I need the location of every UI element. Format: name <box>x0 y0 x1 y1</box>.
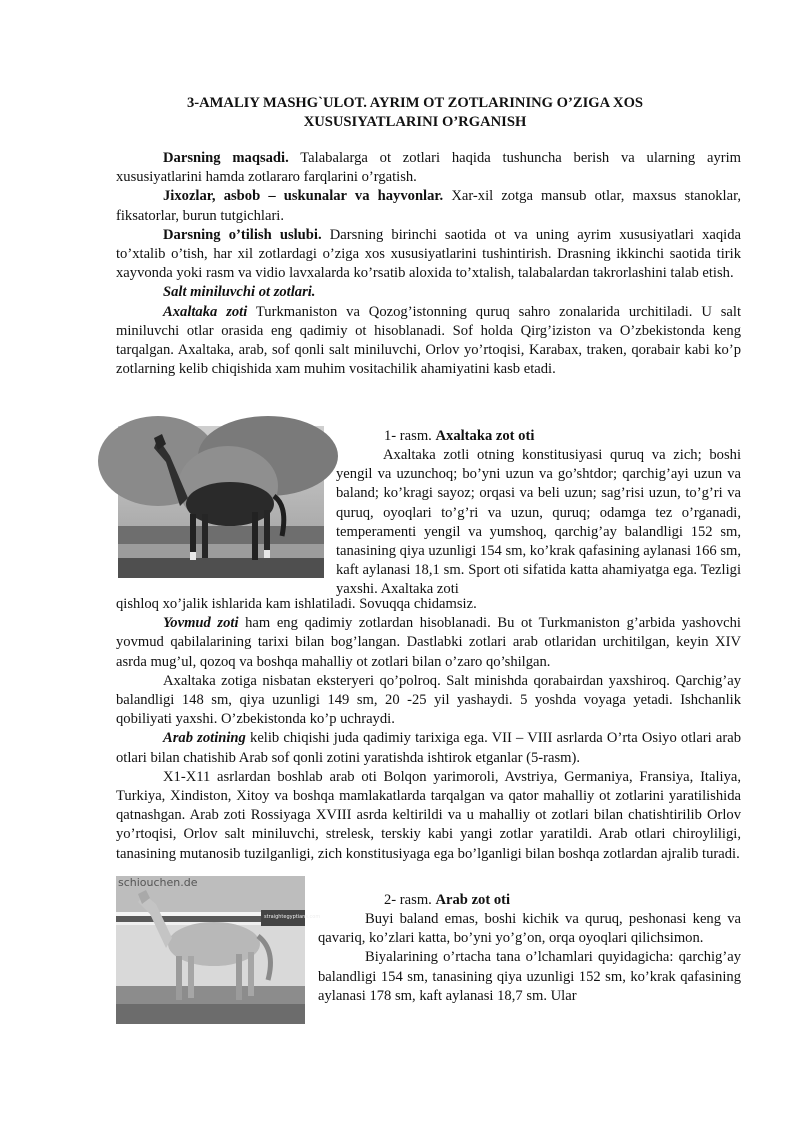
arab-horse-photo <box>116 876 321 1024</box>
axaltaka-horse-photo <box>118 426 324 578</box>
paragraph-axaltaka <box>116 303 741 380</box>
figure2-paragraph-2: Biyalarining o’rtacha tana o’lchamlari quyidagicha: qarchig’ay balandligi 154 sm, tanasining qiya uzunligi 152 sm, ko’krak qafasining aylanasi 178 sm, kaft aylanasi 18,7 sm. Ular <box>318 949 741 1004</box>
label-yovmud: Yovmud zoti <box>163 615 239 632</box>
label-axaltaka: Axaltaka zoti <box>163 303 248 320</box>
photo-watermark: schiouchen.de <box>118 876 198 889</box>
intro-section <box>116 149 741 379</box>
figure2-number: 2- rasm. <box>384 892 432 908</box>
figure1-description: Axaltaka zotli otning konstitusiyasi quruq va zich; boshi yengil va uzunchoq; bo’yni uzun va go’shtdor; qarchig’ayi uzun va baland; ko’kragi sayoz; orqasi va beli uzun; sag’risi uzun, to’g’ri va quruq, oyoqlari to’g’ri va uzun, quruq; odamga tez o’rganadi, temperamenti yengil va yumshoq, qarchig’ay balandligi 152 sm, tanasining qiya uzunligi 154 sm, ko’krak qafasining aylanasi 166 sm, kaft aylanasi 18,1 sm. Sport oti sifatida katta ahamiyatga ega. Tezligi yaxshi. Axaltaka zoti <box>336 447 741 598</box>
text-arab: kelib chiqishi juda qadimiy tarixiga ega. VII – VIII asrlarda O’rta Osiyo otlari arab otlari bilan chatishib Arab sof qonli zotini yaratishda ishtirok etganlar (5-rasm). <box>116 730 742 766</box>
paragraph-arab-history: X1-X11 asrlardan boshlab arab oti Bolqon yarimoroli, Avstriya, Germaniya, Fransiya, Italiya, Turkiya, Xindiston, Xitoy va boshqa mamlakatlarda tarqalgan va qator mahalliy ot zotlarini yaratilishida qatnashgan. Arab zoti Rossiyaga XVIII asrda keltirildi va u mahalliy ot zotlari bilan chatishtirilib Orlov yo’rtoqisi, Orlov salt miniluvchi, strelesk, terskiy kabi yangi zotlar yaratildi. Arab otlari chiroyliligi, tanasining mutanosib tuzilganligi, zich konstitusiyaga ega bo’lganligi bilan boshqa zotlardan ajralib turadi. <box>116 768 741 862</box>
figure2-paragraph-1: Buyi baland emas, boshi kichik va quruq, peshonasi keng va qavariq, ko’zlari katta, bo’yni yo’g’on, orqa oyoqlari qilichsimon. <box>318 911 741 947</box>
photo-watermark-2: straightegyptians.com <box>264 914 321 920</box>
horse-photo-1-illustration <box>118 426 324 578</box>
paragraph-uslub <box>116 226 741 284</box>
paragraph-jihozlar <box>116 187 741 225</box>
label-arab: Arab zotining <box>163 730 246 747</box>
figure1-wrapped-text <box>336 446 741 600</box>
horse-photo-2-illustration <box>116 876 321 1024</box>
section-heading <box>116 283 741 302</box>
paragraph-yovmud <box>116 614 741 672</box>
label-uslub: Darsning o’tilish uslubi. <box>163 226 322 243</box>
paragraph-maqsad <box>116 149 741 187</box>
figure2-caption <box>384 891 510 910</box>
title-line-2: XUSUSIYATLARINI O’RGANISH <box>303 113 527 130</box>
label-jihozlar: Jixozlar, asbob – uskunalar va hayvonlar. <box>163 188 444 205</box>
text-maqsad: Talabalarga ot zotlari haqida tushuncha berish va ularning ayrim xususiyatlarini hamda zotlararo farqlarini o’rgatish. <box>116 150 742 186</box>
label-maqsad: Darsning maqsadi. <box>163 150 289 166</box>
section-heading-text: Salt miniluvchi ot zotlari. <box>163 284 316 301</box>
paragraph-axaltaka-compare: Axaltaka zotiga nisbatan eksteryeri qo’polroq. Salt minishda qorabairdan yaxshiroq. Qarchig’ay balandligi 148 sm, qiya uzunligi 149 sm, 20 -25 yil yashaydi. 5 yoshda voyaga yetadi. Ishchanlik qobiliyati yaxshi. O’zbekistonda ko’p uchraydi. <box>116 672 741 728</box>
page-title <box>120 94 710 131</box>
body-section <box>116 595 741 864</box>
figure1-continuation: qishloq xo’jalik ishlarida kam ishlatiladi. Sovuqqa chidamsiz. <box>116 596 477 612</box>
figure1-caption <box>384 427 534 446</box>
title-line-1: 3-AMALIY MASHG`ULOT. AYRIM OT ZOTLARINING O’ZIGA XOS <box>186 95 644 111</box>
figure1-title: Axaltaka zot oti <box>435 428 535 444</box>
text-jihozlar: Xar-xil zotga mansub otlar, maxsus stanoklar, fiksatorlar, burun tutgichlari. <box>116 188 742 224</box>
paragraph-arab <box>116 729 741 767</box>
figure1-number: 1- rasm. <box>384 428 432 444</box>
text-yovmud: ham eng qadimiy zotlardan hisoblanadi. Bu ot Turkmaniston g’arbida yashovchi yovmud qabilalarining tarixi bilan bog’langan. Dastlabki zotlari arab otlaridan urchitilgan, keyin XIV asrda mug’ul, qozoq va boshqa mahalliy ot zotlari bilan o’zaro qo’shilgan. <box>116 615 741 670</box>
figure2-wrapped-text <box>318 910 741 1006</box>
text-uslub: Darsning birinchi saotida ot va uning ayrim xususiyatlari xaqida to’xtalib o’tish, har xil zotlardagi o’ziga xos xususiyatlarini tushintirish. Drasning ikkinchi saotida tirik xayvonda yoki rasm va vidio lavxalarda ko’rsatib aloxida to’xtalish, talabalardan takrorlashini talab etish. <box>116 226 742 282</box>
text-axaltaka: Turkmaniston va Qozog’istonning quruq sahro zonalarida urchitiladi. U salt miniluvchi otlar orasida eng qadimiy ot hisoblanadi. Sof holda Qirg’iziston va O’zbekistonda keng tarqalgan. Axaltaka, arab, sof qonli salt miniluvchi, Orlov yo’rtoqisi, Karabax, traken, qorabair kabi ko’p zotlarning kelib chiqishida xam muhim vositachilik ahamiyatini kasb etadi. <box>116 303 741 378</box>
figure2-title: Arab zot oti <box>435 892 511 908</box>
